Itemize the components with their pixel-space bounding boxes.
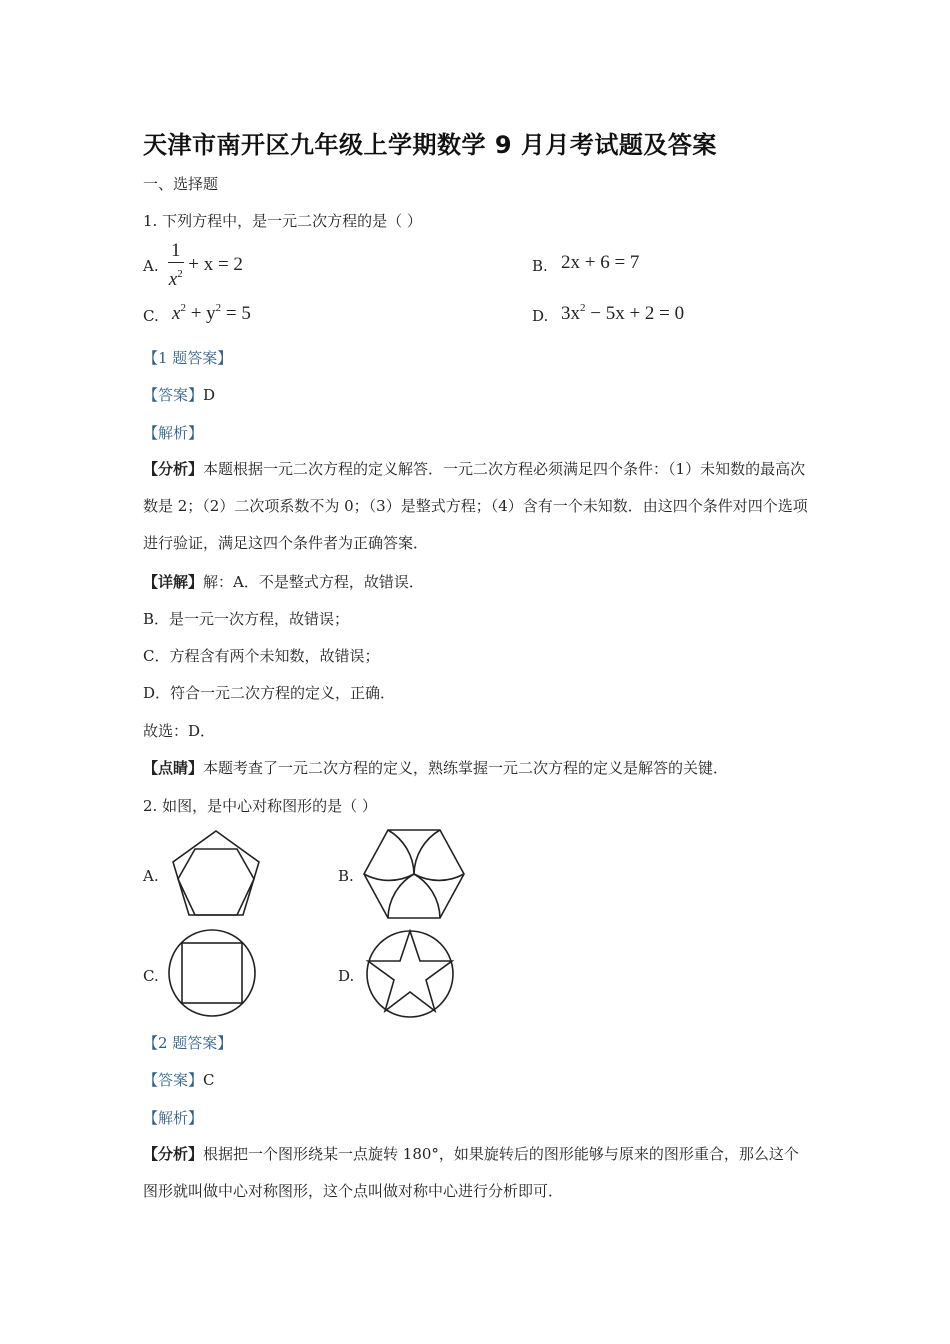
q1-option-a-expr: [168, 240, 243, 291]
circle-star-figure: [364, 928, 456, 1020]
q2-option-c-label: C.: [143, 967, 159, 985]
q2-option-a-label: A.: [143, 867, 159, 885]
q1-detail-5: 故选：D．: [143, 722, 216, 740]
q2-option-b-label: B.: [338, 867, 354, 885]
q1-option-d-expr: $3x^2 - 5x + 2 = 0$: [561, 302, 685, 324]
circle-square-figure: [166, 927, 258, 1019]
q1-detail-1: 【详解】解：A．不是整式方程，故错误．: [143, 573, 424, 591]
q1-option-a-label: A.: [143, 257, 159, 275]
pentagon-hexagon-figure: [168, 827, 264, 919]
q1-option-b-expr: 2x + 6 = 7: [561, 252, 640, 273]
page-title: 天津市南开区九年级上学期数学 9 月月考试题及答案: [143, 131, 717, 159]
q1-detail-3: C．方程含有两个未知数，故错误；: [143, 647, 380, 665]
q1-detail-2: B．是一元一次方程，故错误；: [143, 610, 350, 628]
q2-analysis-header: 【解析】: [143, 1109, 204, 1127]
q2-answer-header: 【2 题答案】: [143, 1034, 233, 1052]
question-1-stem: 1. 下列方程中，是一元二次方程的是（ ）: [143, 212, 422, 230]
q2-analysis: 【分析】根据把一个图形绕某一点旋转 180°，如果旋转后的图形能够与原来的图形重合，那么这个图形就叫做中心对称图形，这个点叫做对称中心进行分析即可．: [143, 1145, 799, 1200]
q2-option-d-label: D.: [338, 967, 355, 985]
q1-option-c-expr: $x^2 + y^2 = 5$: [172, 302, 251, 324]
q1-answer-header: 【1 题答案】: [143, 349, 233, 367]
q1-option-b-label: B.: [532, 257, 548, 275]
q1-answer: 【答案】D: [143, 386, 216, 404]
fraction-denominator: $x^2$: [168, 268, 183, 290]
q1-comment: 【点睛】本题考查了一元二次方程的定义，熟练掌握一元二次方程的定义是解答的关键．: [143, 759, 729, 777]
expr-rest: + x = 2: [188, 253, 243, 275]
hexagon-arcs-figure: [362, 828, 466, 920]
fraction-numerator: 1: [168, 240, 184, 263]
q1-analysis-header: 【解析】: [143, 424, 204, 442]
q1-option-d-label: D.: [532, 307, 549, 325]
q1-detail-4: D．符合一元二次方程的定义，正确．: [143, 684, 396, 702]
q1-analysis: 【分析】本题根据一元二次方程的定义解答．一元二次方程必须满足四个条件：（1）未知数的最高次数是 2；（2）二次项系数不为 0；（3）是整式方程；（4）含有一个未知数．由这四个条件对四个选项进行验证，满足这四个条件者为正确答案．: [143, 460, 808, 552]
q2-answer: 【答案】C: [143, 1071, 215, 1089]
q1-option-c-label: C.: [143, 307, 159, 325]
section-heading: 一、选择题: [143, 175, 219, 193]
question-2-stem: 2. 如图，是中心对称图形的是（ ）: [143, 797, 377, 815]
